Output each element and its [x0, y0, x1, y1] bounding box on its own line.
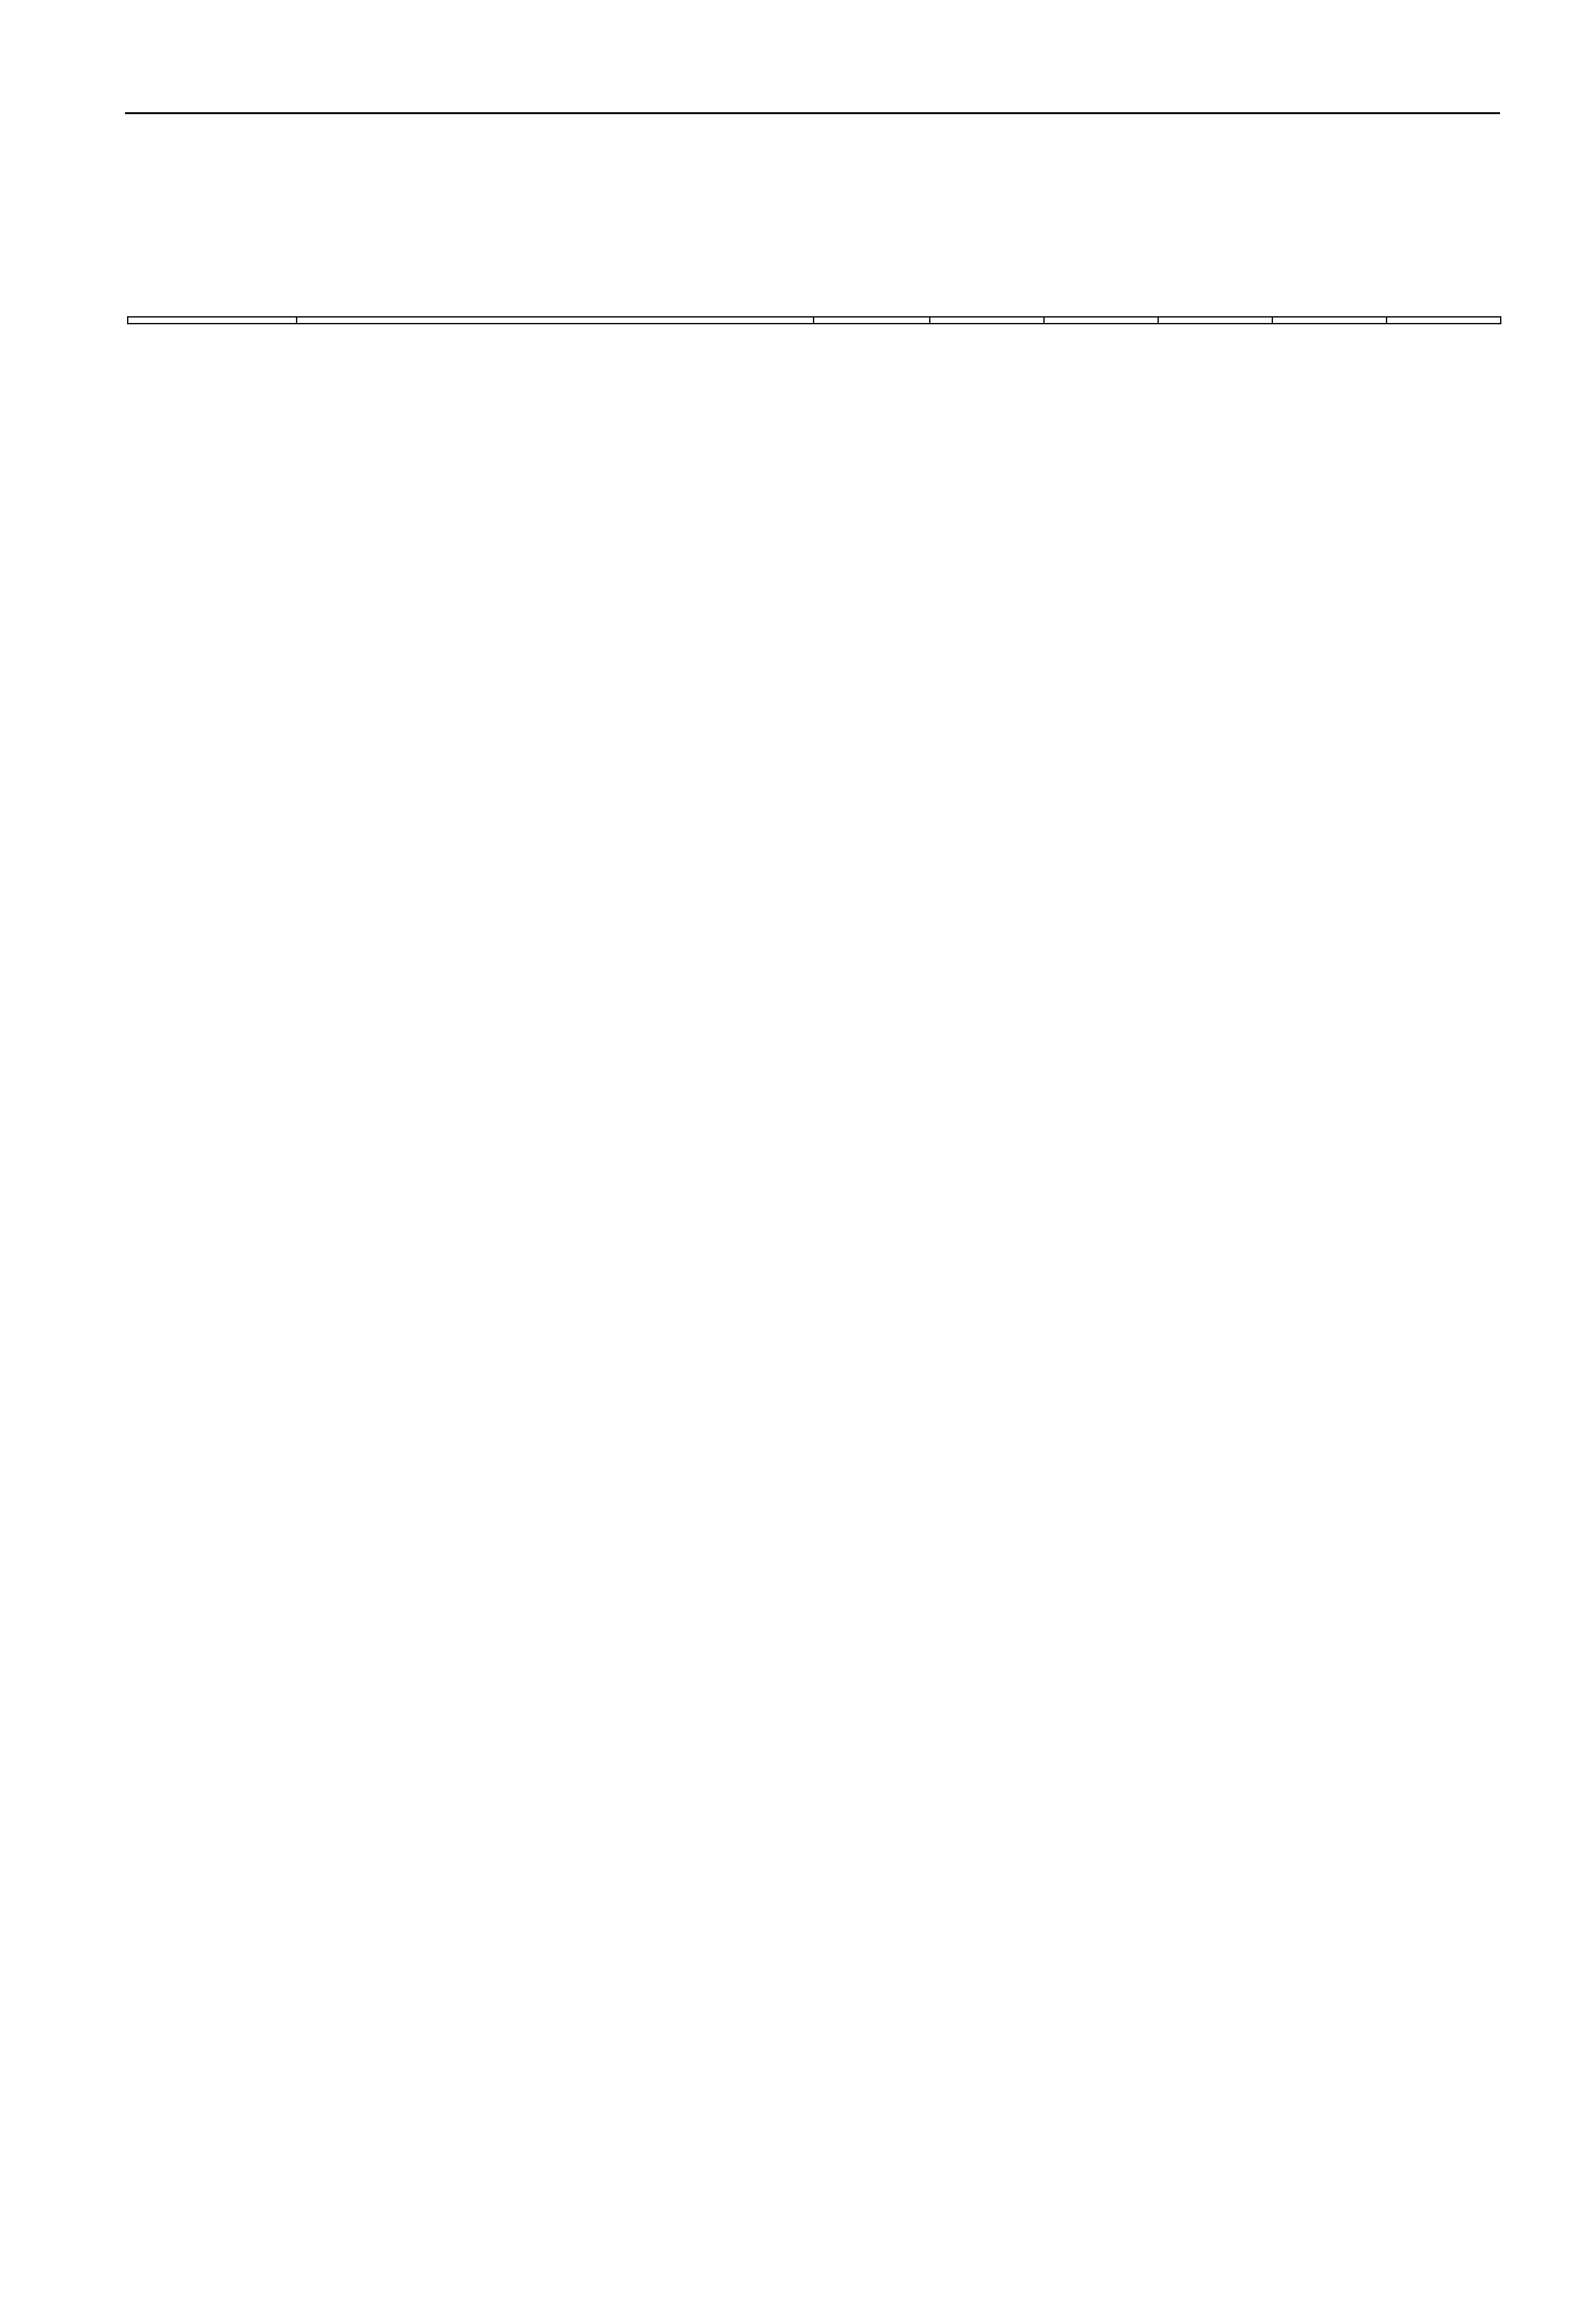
- table-title: [184, 1686, 1468, 1721]
- header-col-4: [1272, 317, 1387, 324]
- measure: [184, 1834, 204, 1863]
- resource-cost-table: [127, 316, 1501, 324]
- header-name: [297, 317, 814, 324]
- header-col-5: [1387, 317, 1501, 324]
- table-header-row: [128, 317, 1501, 324]
- header-col-2: [1044, 317, 1158, 324]
- header-col-1: [930, 317, 1044, 324]
- header-col-3: [1158, 317, 1272, 324]
- header-unit: [814, 317, 930, 324]
- page-header: [125, 108, 1500, 114]
- header-code: [128, 317, 297, 324]
